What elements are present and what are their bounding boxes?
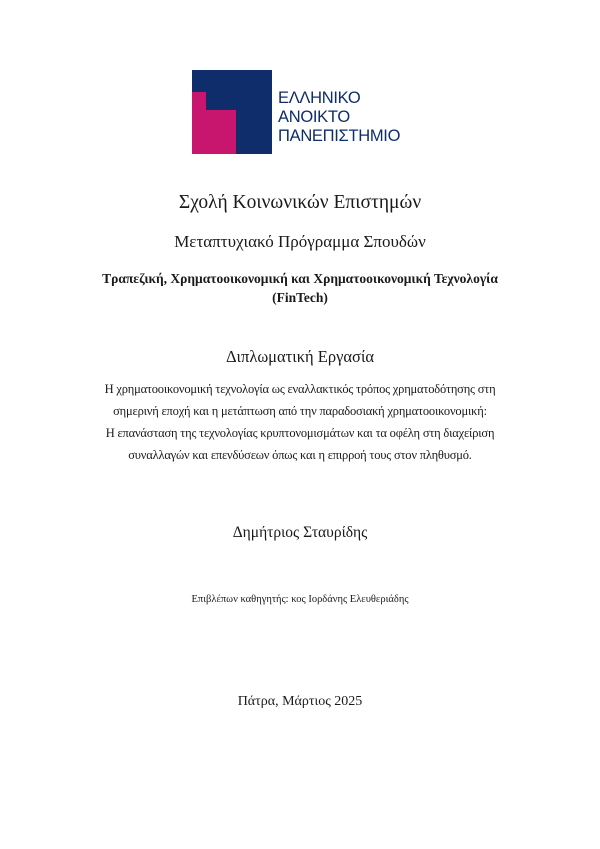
school-name: Σχολή Κοινωνικών Επιστημών — [178, 192, 422, 213]
thesis-title — [100, 378, 500, 466]
supervisor-line: Επιβλέπων καθηγητής: κος Ιορδάνης Ελευθεριάδης — [191, 594, 409, 605]
logo-line-1: ΕΛΛΗΝΙΚΟ — [278, 89, 361, 107]
specialization-title: Τραπεζική, Χρηματοοικονομική και Χρηματοοικονομική Τεχνολογία — [102, 271, 498, 286]
thesis-title-line: Η χρηματοοικονομική τεχνολογία ως εναλλακτικός τρόπος χρηματοδότησης στη — [104, 382, 496, 396]
thesis-title-line: σημερινή εποχή και η μετάπτωση από την παραδοσιακή χρηματοοικονομική: — [113, 404, 487, 418]
author-name: Δημήτριος Σταυρίδης — [232, 524, 368, 541]
specialization-subtitle: (FinTech) — [272, 290, 328, 305]
logo-mark-icon — [192, 70, 272, 154]
program-name: Μεταπτυχιακό Πρόγραμμα Σπουδών — [174, 232, 426, 251]
thesis-label: Διπλωματική Εργασία — [225, 347, 375, 366]
thesis-title-line: συναλλαγών και επενδύσεων όπως και η επιρροή τους στον πληθυσμό. — [128, 448, 472, 462]
logo-line-3: ΠΑΝΕΠΙΣΤΗΜΙΟ — [278, 127, 401, 145]
thesis-title-line: Η επανάσταση της τεχνολογίας κρυπτονομισμάτων και τα οφέλη στη διαχείριση — [105, 426, 495, 440]
logo-line-2: ΑΝΟΙΚΤΟ — [278, 108, 350, 126]
university-logo — [192, 70, 422, 154]
place-date: Πάτρα, Μάρτιος 2025 — [237, 694, 363, 709]
logo-wordmark — [278, 89, 400, 146]
